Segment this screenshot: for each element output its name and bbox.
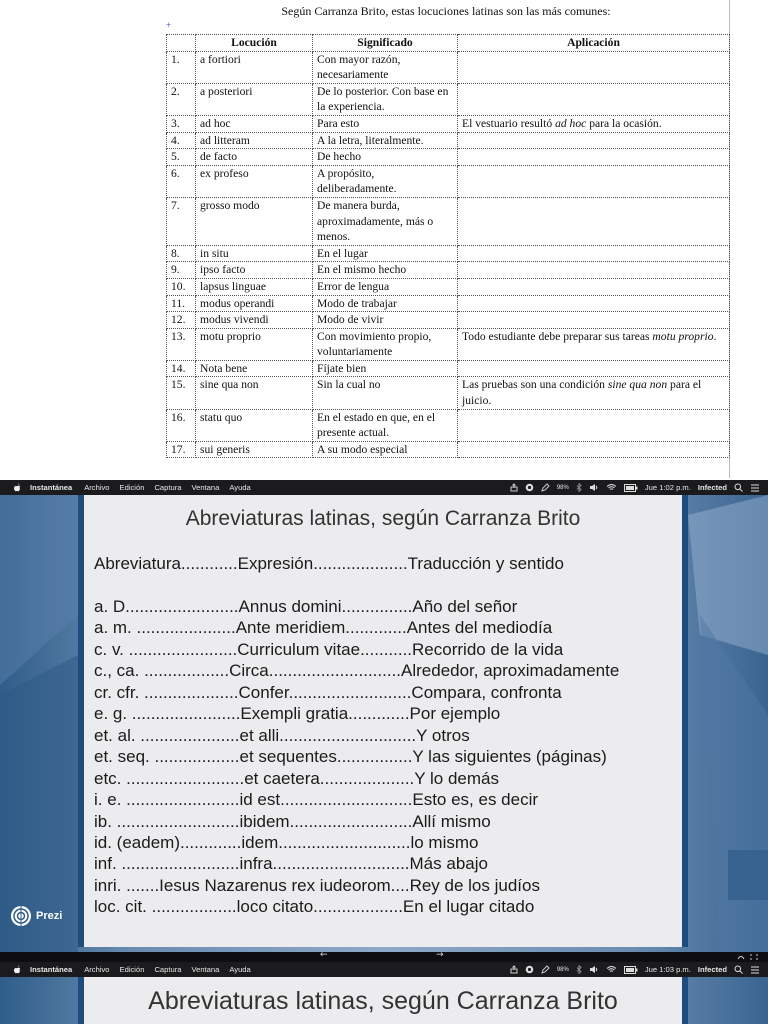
row-locution: a posteriori: [196, 83, 313, 115]
slide-title: Abreviaturas latinas, según Carranza Brito: [185, 507, 581, 530]
row-locution: lapsus linguae: [196, 278, 313, 295]
slide-column-header: Abreviatura............Expresión....................Traducción y sentido: [94, 554, 564, 573]
battery-icon[interactable]: [624, 966, 638, 974]
row-meaning: Con mayor razón, necesariamente: [313, 51, 458, 83]
status-area: [510, 962, 760, 977]
row-number: 5.: [167, 149, 196, 166]
list-icon[interactable]: [750, 966, 760, 974]
row-meaning: En el estado en que, en el presente actual.: [313, 409, 458, 441]
header-locution: Locución: [196, 35, 313, 52]
row-locution: sine qua non: [196, 377, 313, 409]
row-locution: ex profeso: [196, 165, 313, 197]
record-icon[interactable]: [525, 483, 534, 492]
row-application: El vestuario resultó ad hoc para la ocasión.: [458, 115, 730, 132]
row-locution: sui generis: [196, 441, 313, 458]
table-row: [167, 328, 730, 360]
row-locution: statu quo: [196, 409, 313, 441]
menu-ayuda[interactable]: Ayuda: [229, 483, 251, 492]
abbreviation-row: inf. .........................infra.............................Más abajo: [94, 854, 488, 874]
presentation-nav: [0, 952, 768, 962]
row-locution: de facto: [196, 149, 313, 166]
row-meaning: A su modo especial: [313, 441, 458, 458]
row-number: 2.: [167, 83, 196, 115]
row-application: [458, 132, 730, 149]
row-locution: modus operandi: [196, 295, 313, 312]
clock[interactable]: Jue 1:03 p.m.: [644, 965, 691, 974]
menu-captura[interactable]: Captura: [154, 483, 182, 492]
row-application: [458, 83, 730, 115]
menu-ventana[interactable]: Ventana: [191, 965, 220, 974]
abbreviation-row: id. (eadem).............idem............................lo mismo: [94, 832, 479, 852]
user-name[interactable]: Infected: [697, 483, 727, 492]
upload-icon[interactable]: [510, 483, 518, 492]
menu-ayuda[interactable]: Ayuda: [229, 965, 251, 974]
header-number: [167, 35, 196, 52]
header-meaning: Significado: [313, 35, 458, 52]
apple-icon[interactable]: [12, 965, 22, 975]
abbreviation-row: a. m. .....................Ante meridiem.............Antes del mediodía: [94, 618, 553, 638]
row-number: 17.: [167, 441, 196, 458]
abbreviation-row: a. D........................Annus domini...............Año del señor: [94, 597, 518, 616]
table-header-row: [167, 35, 730, 52]
row-number: 15.: [167, 377, 196, 409]
row-meaning: De lo posterior. Con base en la experiencia.: [313, 83, 458, 115]
slide-2: [78, 977, 688, 1024]
table-row: [167, 262, 730, 279]
apple-icon[interactable]: [12, 483, 22, 493]
wifi-icon[interactable]: [606, 483, 617, 492]
abbreviation-row: c., ca. ..................Circa............................Alrededor, aproximadamente: [94, 661, 620, 681]
menu-archivo[interactable]: Archivo: [84, 965, 110, 974]
slide-1: [78, 495, 688, 947]
row-locution: grosso modo: [196, 197, 313, 245]
list-icon[interactable]: [750, 484, 760, 492]
abbreviation-row: ib. ..........................ibidem..........................Allí mismo: [94, 811, 491, 831]
row-application: [458, 441, 730, 458]
row-meaning: Para esto: [313, 115, 458, 132]
prezi-icon: [10, 905, 32, 927]
prezi-logo[interactable]: [10, 905, 62, 927]
row-meaning: Modo de trabajar: [313, 295, 458, 312]
table-row: [167, 278, 730, 295]
table-row: [167, 409, 730, 441]
clock[interactable]: Jue 1:02 p.m.: [644, 483, 691, 492]
row-meaning: Sin la cual no: [313, 377, 458, 409]
table-row: [167, 149, 730, 166]
row-application: [458, 360, 730, 377]
abbreviation-row: et. al. .....................et alli.............................Y otros: [94, 725, 470, 745]
row-application: [458, 51, 730, 83]
menu-edicion[interactable]: Edición: [119, 483, 145, 492]
prezi-stage: [0, 495, 768, 952]
volume-icon[interactable]: [589, 483, 599, 492]
row-locution: ad litteram: [196, 132, 313, 149]
header-application: Aplicación: [458, 35, 730, 52]
record-icon[interactable]: [525, 965, 534, 974]
row-meaning: De manera burda, aproximadamente, más o menos.: [313, 197, 458, 245]
row-locution: motu proprio: [196, 328, 313, 360]
row-meaning: En el mismo hecho: [313, 262, 458, 279]
row-meaning: En el lugar: [313, 245, 458, 262]
abbreviation-row: loc. cit. ..................loco citato...................En el lugar citado: [94, 897, 535, 917]
locutions-body: [167, 51, 730, 458]
app-menu[interactable]: Instantánea: [30, 483, 73, 492]
row-meaning: A la letra, literalmente.: [313, 132, 458, 149]
menu-edicion[interactable]: Edición: [119, 965, 145, 974]
row-meaning: De hecho: [313, 149, 458, 166]
wifi-icon[interactable]: [606, 965, 617, 974]
abbreviation-row: i. e. ........................id est............................Esto es, es decir: [94, 790, 539, 810]
abbreviation-row: et. seq. ..................et sequentes................Y las siguientes (páginas): [94, 747, 607, 767]
row-application: [458, 149, 730, 166]
app-menu[interactable]: Instantánea: [30, 965, 73, 974]
row-meaning: A propósito, deliberadamente.: [313, 165, 458, 197]
row-application: Todo estudiante debe preparar sus tareas motu proprio.: [458, 328, 730, 360]
table-row: [167, 360, 730, 377]
table-row: [167, 245, 730, 262]
row-application: [458, 165, 730, 197]
pen-icon[interactable]: [541, 965, 550, 974]
menu-bar-2: [0, 962, 768, 977]
pen-icon[interactable]: [541, 483, 550, 492]
row-number: 4.: [167, 132, 196, 149]
row-application: [458, 245, 730, 262]
prezi-stage-2: [0, 977, 768, 1024]
table-row: [167, 132, 730, 149]
abbreviation-row: etc. .........................et caetera....................Y lo demás: [94, 768, 500, 788]
row-number: 3.: [167, 115, 196, 132]
document-page: [0, 0, 768, 480]
table-row: [167, 115, 730, 132]
battery-percent[interactable]: 98%: [556, 484, 569, 491]
row-locution: ipso facto: [196, 262, 313, 279]
menu-ventana[interactable]: Ventana: [191, 483, 220, 492]
table-row: [167, 51, 730, 83]
row-meaning: Con movimiento propio, voluntariamente: [313, 328, 458, 360]
user-name[interactable]: Infected: [697, 965, 727, 974]
row-number: 14.: [167, 360, 196, 377]
prev-arrow-icon[interactable]: ←: [320, 950, 328, 960]
locutions-table: [166, 34, 730, 458]
search-icon[interactable]: [734, 483, 743, 492]
row-locution: Nota bene: [196, 360, 313, 377]
row-number: 10.: [167, 278, 196, 295]
row-application: [458, 262, 730, 279]
row-number: 6.: [167, 165, 196, 197]
abbreviation-row: inri. .......Iesus Nazarenus rex iudeorom....Rey de los judíos: [94, 875, 540, 895]
row-number: 12.: [167, 312, 196, 329]
row-meaning: Error de lengua: [313, 278, 458, 295]
table-row: [167, 165, 730, 197]
row-number: 13.: [167, 328, 196, 360]
bluetooth-icon[interactable]: [576, 965, 582, 974]
row-locution: modus vivendi: [196, 312, 313, 329]
volume-icon[interactable]: [589, 965, 599, 974]
row-number: 11.: [167, 295, 196, 312]
abbreviation-row: c. v. .......................Curriculum vitae...........Recorrido de la vida: [94, 639, 564, 659]
table-row: [167, 83, 730, 115]
battery-icon[interactable]: [624, 484, 638, 492]
row-number: 7.: [167, 197, 196, 245]
row-number: 16.: [167, 409, 196, 441]
search-icon[interactable]: [734, 965, 743, 974]
row-locution: a fortiori: [196, 51, 313, 83]
prezi-label: Prezi: [36, 910, 63, 922]
document-caption: Según Carranza Brito, estas locuciones latinas son las más comunes:: [281, 4, 611, 18]
slide-2-title: Abreviaturas latinas, según Carranza Brito: [148, 987, 618, 1015]
fullscreen-icon[interactable]: [736, 953, 760, 961]
row-locution: in situ: [196, 245, 313, 262]
table-row: [167, 295, 730, 312]
table-row: [167, 197, 730, 245]
menu-captura[interactable]: Captura: [154, 965, 182, 974]
row-number: 1.: [167, 51, 196, 83]
row-application: [458, 278, 730, 295]
next-arrow-icon[interactable]: →: [436, 950, 444, 960]
status-area: [510, 480, 760, 495]
table-row: [167, 312, 730, 329]
menu-bar: [0, 480, 768, 495]
abbreviation-row: e. g. .......................Exempli gratia.............Por ejemplo: [94, 704, 501, 724]
menu-archivo[interactable]: Archivo: [84, 483, 110, 492]
row-application: [458, 197, 730, 245]
table-row: [167, 377, 730, 409]
bluetooth-icon[interactable]: [576, 483, 582, 492]
row-application: [458, 295, 730, 312]
table-row: [167, 441, 730, 458]
row-number: 9.: [167, 262, 196, 279]
abbreviation-row: cr. cfr. ....................Confer..........................Compara, confronta: [94, 682, 562, 702]
table-move-marker[interactable]: +: [166, 20, 172, 30]
row-meaning: Modo de vivir: [313, 312, 458, 329]
row-meaning: Fíjate bien: [313, 360, 458, 377]
row-locution: ad hoc: [196, 115, 313, 132]
row-application: [458, 409, 730, 441]
upload-icon[interactable]: [510, 965, 518, 974]
row-application: Las pruebas son una condición sine qua non para el juicio.: [458, 377, 730, 409]
row-application: [458, 312, 730, 329]
row-number: 8.: [167, 245, 196, 262]
battery-percent[interactable]: 98%: [556, 966, 569, 973]
